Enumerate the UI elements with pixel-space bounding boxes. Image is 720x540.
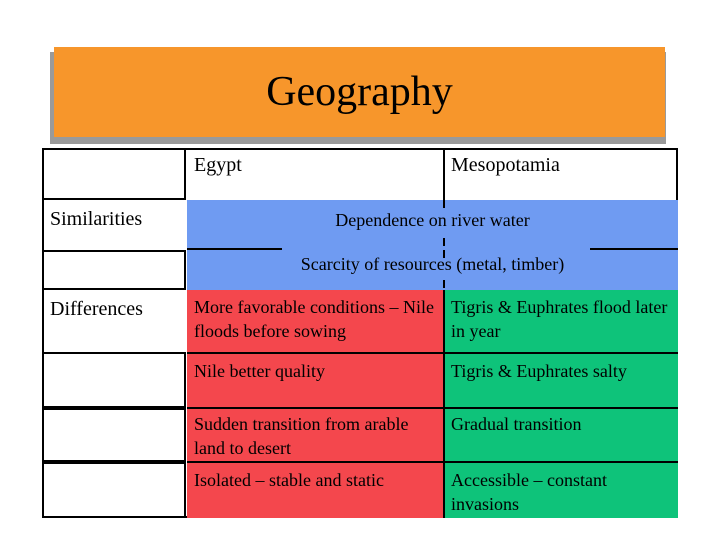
mesopotamia-difference-cell: Accessible – constant invasions [451, 470, 607, 514]
similarities-tick [443, 280, 445, 288]
title-banner [54, 47, 665, 137]
egypt-difference-cell: Isolated – stable and static [194, 470, 384, 490]
egypt-difference-cell: More favorable conditions – Nile floods before sowing [194, 297, 434, 341]
similarity-item: Dependence on river water [335, 210, 530, 230]
mesopotamia-difference-cell: Tigris & Euphrates salty [451, 361, 627, 381]
row-label-spacer [42, 408, 186, 462]
row-label-differences: Differences [50, 298, 143, 320]
similarities-tick [443, 238, 445, 246]
mesopotamia-difference-cell: Gradual transition [451, 414, 582, 434]
similarities-tick [443, 200, 445, 208]
row-separator [187, 352, 678, 354]
row-label-similarities: Similarities [50, 208, 143, 230]
similarities-rule-right [590, 248, 678, 250]
row-separator [187, 461, 678, 463]
differences-divider [443, 290, 445, 518]
corner-cell [42, 148, 186, 200]
slide-title: Geography [266, 69, 453, 115]
egypt-difference-cell: Sudden transition from arable land to desert [194, 414, 409, 458]
row-label-spacer [42, 352, 186, 408]
egypt-difference-cell: Nile better quality [194, 361, 325, 381]
similarities-rule-left [187, 248, 282, 250]
column-header-egypt: Egypt [194, 154, 242, 176]
row-separator [187, 407, 678, 409]
row-label-spacer [42, 250, 186, 290]
row-label-spacer [42, 462, 186, 518]
mesopotamia-difference-cell: Tigris & Euphrates flood later in year [451, 297, 668, 341]
header-divider [443, 149, 445, 200]
column-header-mesopotamia: Mesopotamia [451, 154, 560, 176]
similarity-item: Scarcity of resources (metal, timber) [300, 254, 565, 274]
